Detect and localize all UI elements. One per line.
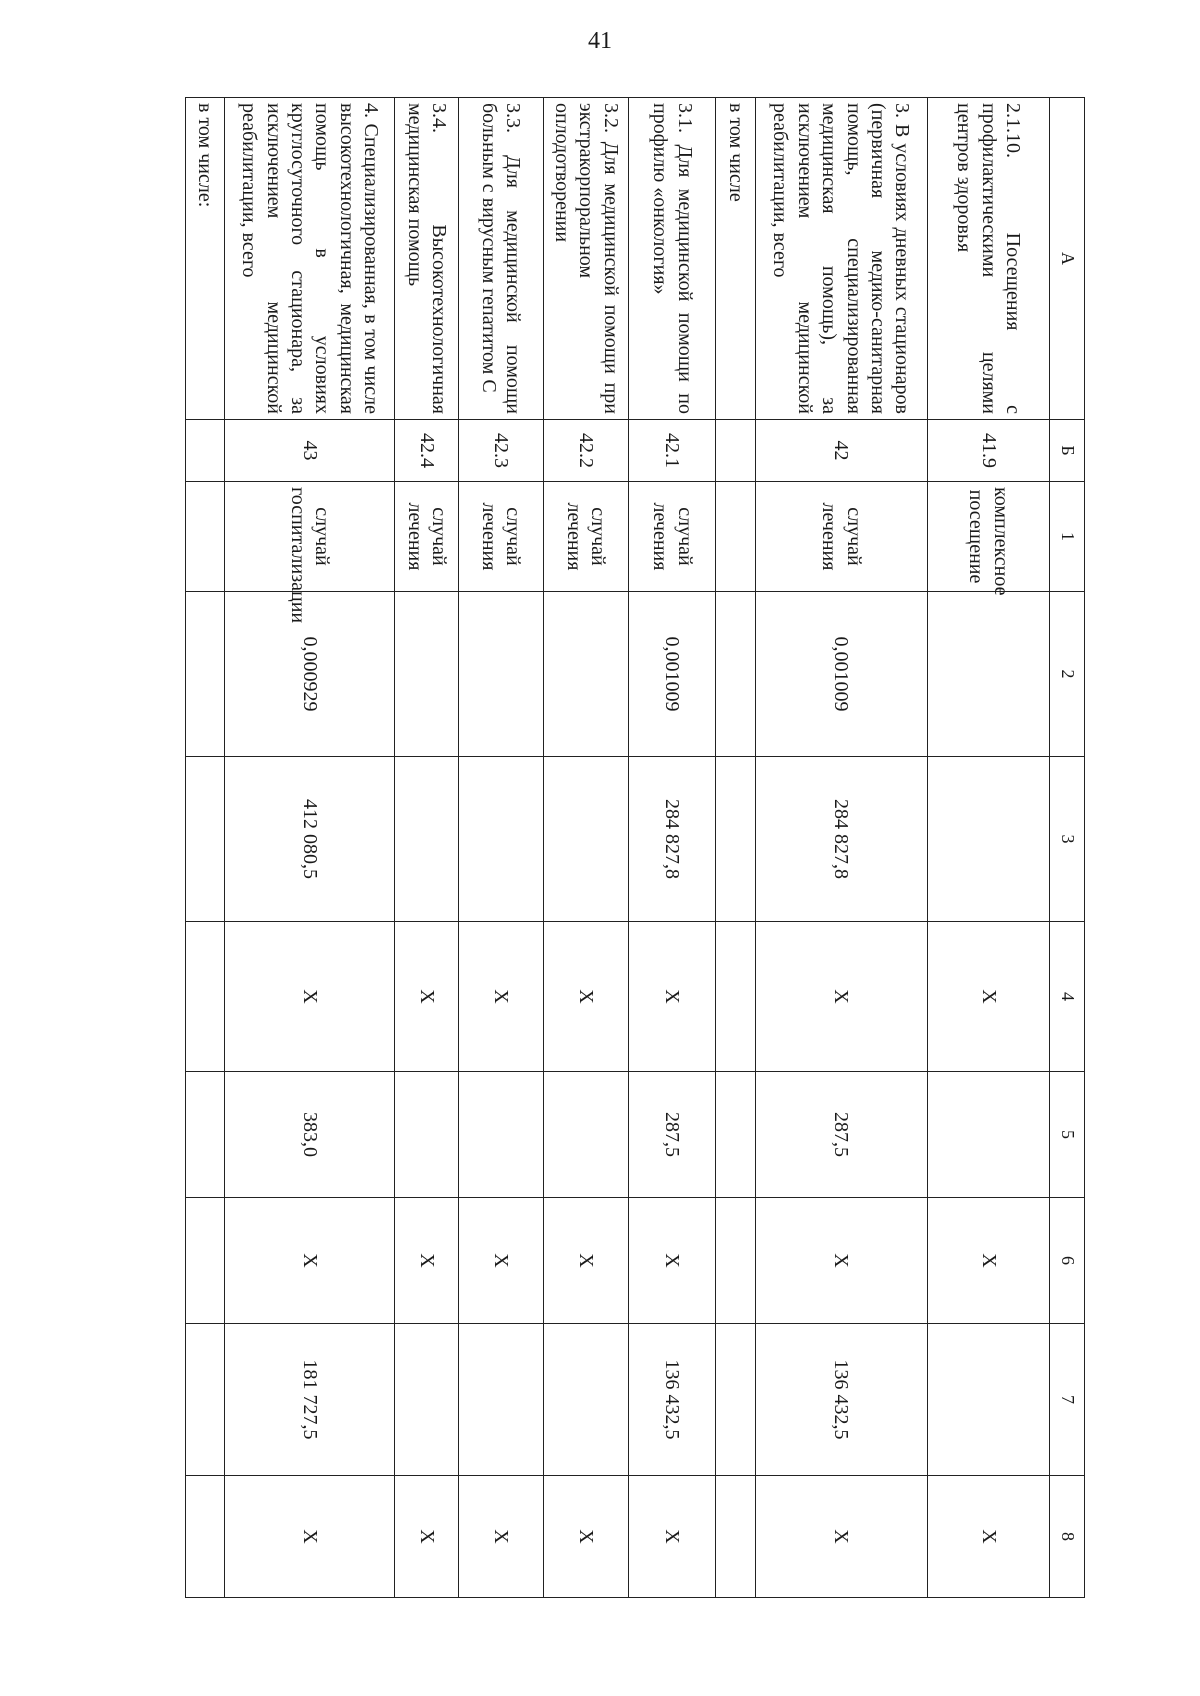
table-cell (927, 1072, 1049, 1198)
table-cell (395, 592, 458, 757)
table-cell (186, 1198, 225, 1324)
table-cell: 41.9 (927, 420, 1049, 482)
row-label-cell: 2.1.10. Посещения с профилактическими целями центров здоровья (927, 98, 1049, 420)
table-cell (716, 1072, 755, 1198)
table-cell: случай лечения (543, 482, 628, 592)
table-cell (927, 757, 1049, 922)
table-cell: 284 827,8 (755, 757, 927, 922)
table-row (629, 98, 716, 1598)
table-cell: 42.4 (395, 420, 458, 482)
table-cell (543, 592, 628, 757)
table-cell (716, 420, 755, 482)
table-cell: 287,5 (629, 1072, 716, 1198)
table-cell (716, 592, 755, 757)
table-cell (543, 757, 628, 922)
table-row (458, 98, 543, 1598)
table-cell (716, 922, 755, 1072)
table-cell (716, 1324, 755, 1476)
row-label-cell: 3.1. Для медицинской помощи по профилю «онкология» (629, 98, 716, 420)
table-cell: Х (629, 1198, 716, 1324)
page-number: 41 (588, 28, 612, 54)
table-row (395, 98, 458, 1598)
table-cell: Х (458, 922, 543, 1072)
table-cell: 287,5 (755, 1072, 927, 1198)
rotated-table-container (185, 97, 1085, 1597)
table-cell: случай лечения (755, 482, 927, 592)
table-cell: 0,001009 (629, 592, 716, 757)
table-row (716, 98, 755, 1598)
table-cell (716, 1476, 755, 1598)
table-cell: 136 432,5 (629, 1324, 716, 1476)
table-cell (186, 1476, 225, 1598)
table-row (186, 98, 225, 1598)
row-label-cell: 3.4. Высокотехнологичная медицинская помощь (395, 98, 458, 420)
table-cell (395, 1072, 458, 1198)
table-cell: случай госпитализации (225, 482, 395, 592)
column-header: 6 (1050, 1198, 1085, 1324)
table-cell: Х (629, 922, 716, 1072)
table-cell: Х (543, 1476, 628, 1598)
table-cell: 42.2 (543, 420, 628, 482)
row-label-cell: в том числе: (186, 98, 225, 420)
table-cell: 0,000929 (225, 592, 395, 757)
table-cell: Х (927, 922, 1049, 1072)
table-cell (186, 420, 225, 482)
column-header: 3 (1050, 757, 1085, 922)
table-cell (543, 1324, 628, 1476)
table-cell: Х (395, 922, 458, 1072)
table-cell: случай лечения (395, 482, 458, 592)
table-cell (458, 1324, 543, 1476)
table-cell: Х (755, 1198, 927, 1324)
table-cell: Х (927, 1198, 1049, 1324)
table-cell: 42.1 (629, 420, 716, 482)
table-cell (927, 1324, 1049, 1476)
table-row (927, 98, 1049, 1598)
table-row (225, 98, 395, 1598)
table-cell: 383,0 (225, 1072, 395, 1198)
column-header: 8 (1050, 1476, 1085, 1598)
table-cell: 42 (755, 420, 927, 482)
column-header: 7 (1050, 1324, 1085, 1476)
table-cell (395, 757, 458, 922)
table-cell: 284 827,8 (629, 757, 716, 922)
table-cell (458, 1072, 543, 1198)
table-cell: 181 727,5 (225, 1324, 395, 1476)
table-cell: Х (225, 1198, 395, 1324)
table-cell (927, 592, 1049, 757)
table-cell: Х (458, 1198, 543, 1324)
row-label-cell: 3.2. Для медицинской помощи при экстракорпоральном оплодотворении (543, 98, 628, 420)
table-cell: Х (543, 922, 628, 1072)
data-table (185, 97, 1085, 1598)
table-cell: Х (543, 1198, 628, 1324)
table-header-row (1050, 98, 1085, 1598)
column-header: 4 (1050, 922, 1085, 1072)
table-cell (458, 757, 543, 922)
table-cell: Х (629, 1476, 716, 1598)
row-label-cell: 3. В условиях дневных стационаров (первичная медико-санитарная помощь, специализированная медицинская помощь), за исключением медицинской реабилитации, всего (755, 98, 927, 420)
table-cell (186, 1072, 225, 1198)
column-header: 5 (1050, 1072, 1085, 1198)
table-cell: Х (927, 1476, 1049, 1598)
table-cell: Х (755, 922, 927, 1072)
table-row (543, 98, 628, 1598)
column-header: 1 (1050, 482, 1085, 592)
column-header: А (1050, 98, 1085, 420)
table-cell: Х (458, 1476, 543, 1598)
table-cell: 43 (225, 420, 395, 482)
table-cell (186, 757, 225, 922)
table-cell: Х (225, 922, 395, 1072)
table-cell: Х (755, 1476, 927, 1598)
table-cell (186, 922, 225, 1072)
table-cell: 412 080,5 (225, 757, 395, 922)
table-cell: 0,001009 (755, 592, 927, 757)
table-cell (716, 757, 755, 922)
table-cell (186, 592, 225, 757)
table-cell: Х (395, 1476, 458, 1598)
table-cell: комплексное посещение (927, 482, 1049, 592)
row-label-cell: 4. Специализированная, в том числе высокотехнологичная, медицинская помощь в условиях круглосуточного стационара, за исключением медицинской реабилитации, всего (225, 98, 395, 420)
table-row (755, 98, 927, 1598)
table-cell: Х (395, 1198, 458, 1324)
table-cell (186, 482, 225, 592)
table-cell (716, 1198, 755, 1324)
table-cell (458, 592, 543, 757)
table-cell (395, 1324, 458, 1476)
column-header: Б (1050, 420, 1085, 482)
table-cell (716, 482, 755, 592)
table-cell (186, 1324, 225, 1476)
table-cell: Х (225, 1476, 395, 1598)
table-cell: случай лечения (629, 482, 716, 592)
table-cell: случай лечения (458, 482, 543, 592)
row-label-cell: 3.3. Для медицинской помощи больным с вирусным гепатитом С (458, 98, 543, 420)
table-cell: 136 432,5 (755, 1324, 927, 1476)
column-header: 2 (1050, 592, 1085, 757)
table-cell: 42.3 (458, 420, 543, 482)
table-body (186, 98, 1050, 1598)
row-label-cell: в том числе (716, 98, 755, 420)
table-cell (543, 1072, 628, 1198)
